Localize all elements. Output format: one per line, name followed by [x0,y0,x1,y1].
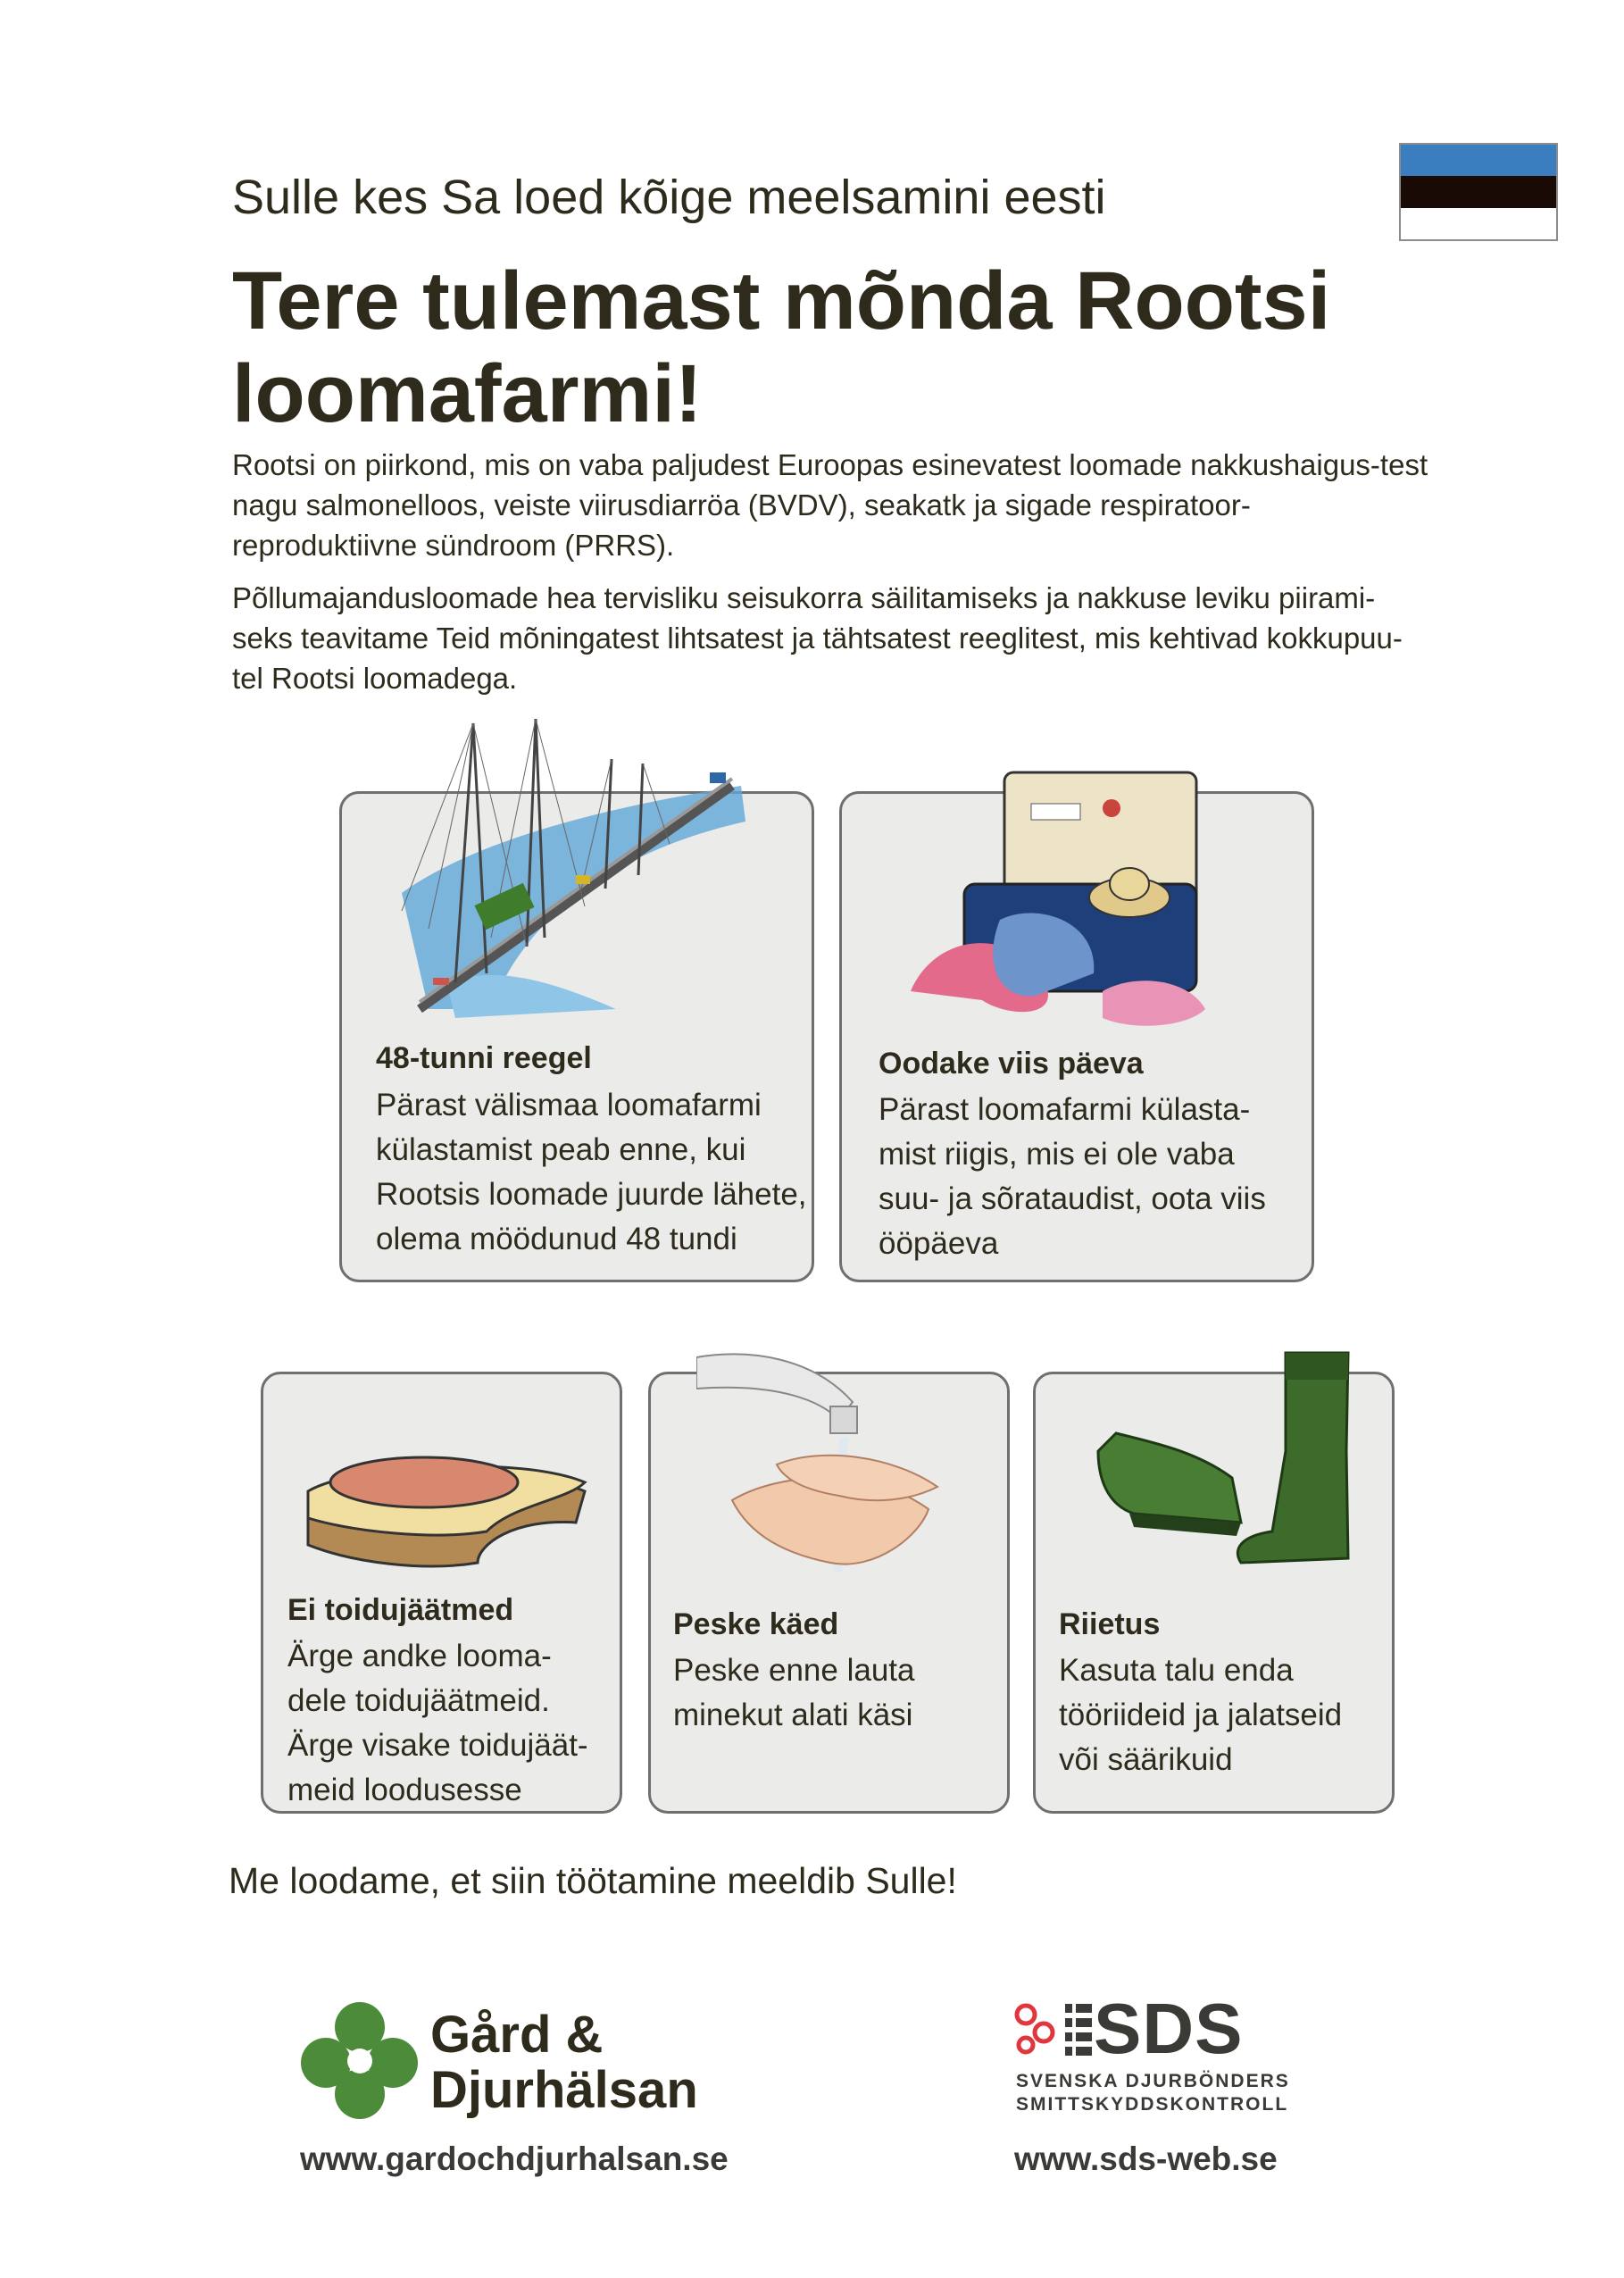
card-title-no-food-waste: Ei toidujäätmed [287,1593,514,1627]
card-title-48-hour-rule: 48-tunni reegel [376,1041,592,1075]
logo-line-2: Djurhälsan [430,2061,698,2119]
card-title-wait-five-days: Oodake viis päeva [879,1047,1144,1081]
intro-paragraph-1: Rootsi on piirkond, mis on vaba paljudest Euroopas esinevatest loomade nakkushaigus-test nagu salmonelloos, veiste viirusdiarröa (BVDV), seakatk ja sigade respiratoor-reproduktiivne sündroom (PRRS). [232,448,1428,562]
gard-djurhalsan-url[interactable]: www.gardochdjurhalsan.se [300,2140,729,2177]
intro-text [232,445,1428,711]
boots-icon [1080,1344,1366,1585]
estonian-flag-icon [1399,143,1558,241]
sandwich-icon [299,1438,594,1581]
sds-subtitle-line-2: SMITTSKYDDSKONTROLL [1016,2094,1289,2115]
card-text-clothing: Kasuta talu enda tööriideid ja jalatseid või säärikuid [1059,1653,1343,1777]
title-line-2: loomafarmi! [232,348,703,439]
page-subtitle: Sulle kes Sa loed kõige meelsamini eesti [232,171,1106,224]
sds-subtitle-line-1: SVENSKA DJURBÖNDERS [1016,2071,1290,2091]
logo-line-1: Gård & [430,2006,604,2064]
card-title-wash-hands: Peske käed [673,1607,839,1641]
card-text-no-food-waste: Ärge andke looma-dele toidujäätmeid. Ärge visake toidujäät-meid loodusesse [287,1639,588,1807]
card-text-wash-hands: Peske enne lauta minekut alati käsi [673,1653,915,1732]
title-line-1: Tere tulemast mõnda Rootsi [232,255,1331,346]
page-title [232,255,1393,440]
intro-paragraph-2: Põllumajandusloomade hea tervisliku seisukorra säilitamiseks ja nakkuse leviku piirami-seks teavitame Teid mõningatest lihtsatest ja tähtsatest reeglitest, mis kehtivad kokkupuu-tel Rootsi loomadega. [232,581,1403,695]
gard-djurhalsan-logo-text [430,2007,698,2118]
sds-url[interactable]: www.sds-web.se [1014,2140,1278,2177]
card-title-clothing: Riietus [1059,1607,1161,1641]
sds-logo-text: SDS [1094,1989,1244,2068]
bridge-icon [393,714,750,1036]
card-text-48-hour-rule: Pärast välismaa loomafarmi külastamist peab enne, kui Rootsis loomade juurde lähete, olema möödunud 48 tundi [376,1088,807,1256]
suitcase-icon [902,750,1241,1036]
card-text-wait-five-days: Pärast loomafarmi külasta-mist riigis, mis ei ole vaba suu- ja sõrataudist, oota viis ööpäeva [879,1092,1266,1261]
closing-text: Me loodame, et siin töötamine meeldib Sulle! [229,1860,957,1901]
clover-logo-icon [299,2000,420,2121]
handwash-icon [696,1339,964,1598]
sds-logo-subtitle [1016,2070,1290,2116]
